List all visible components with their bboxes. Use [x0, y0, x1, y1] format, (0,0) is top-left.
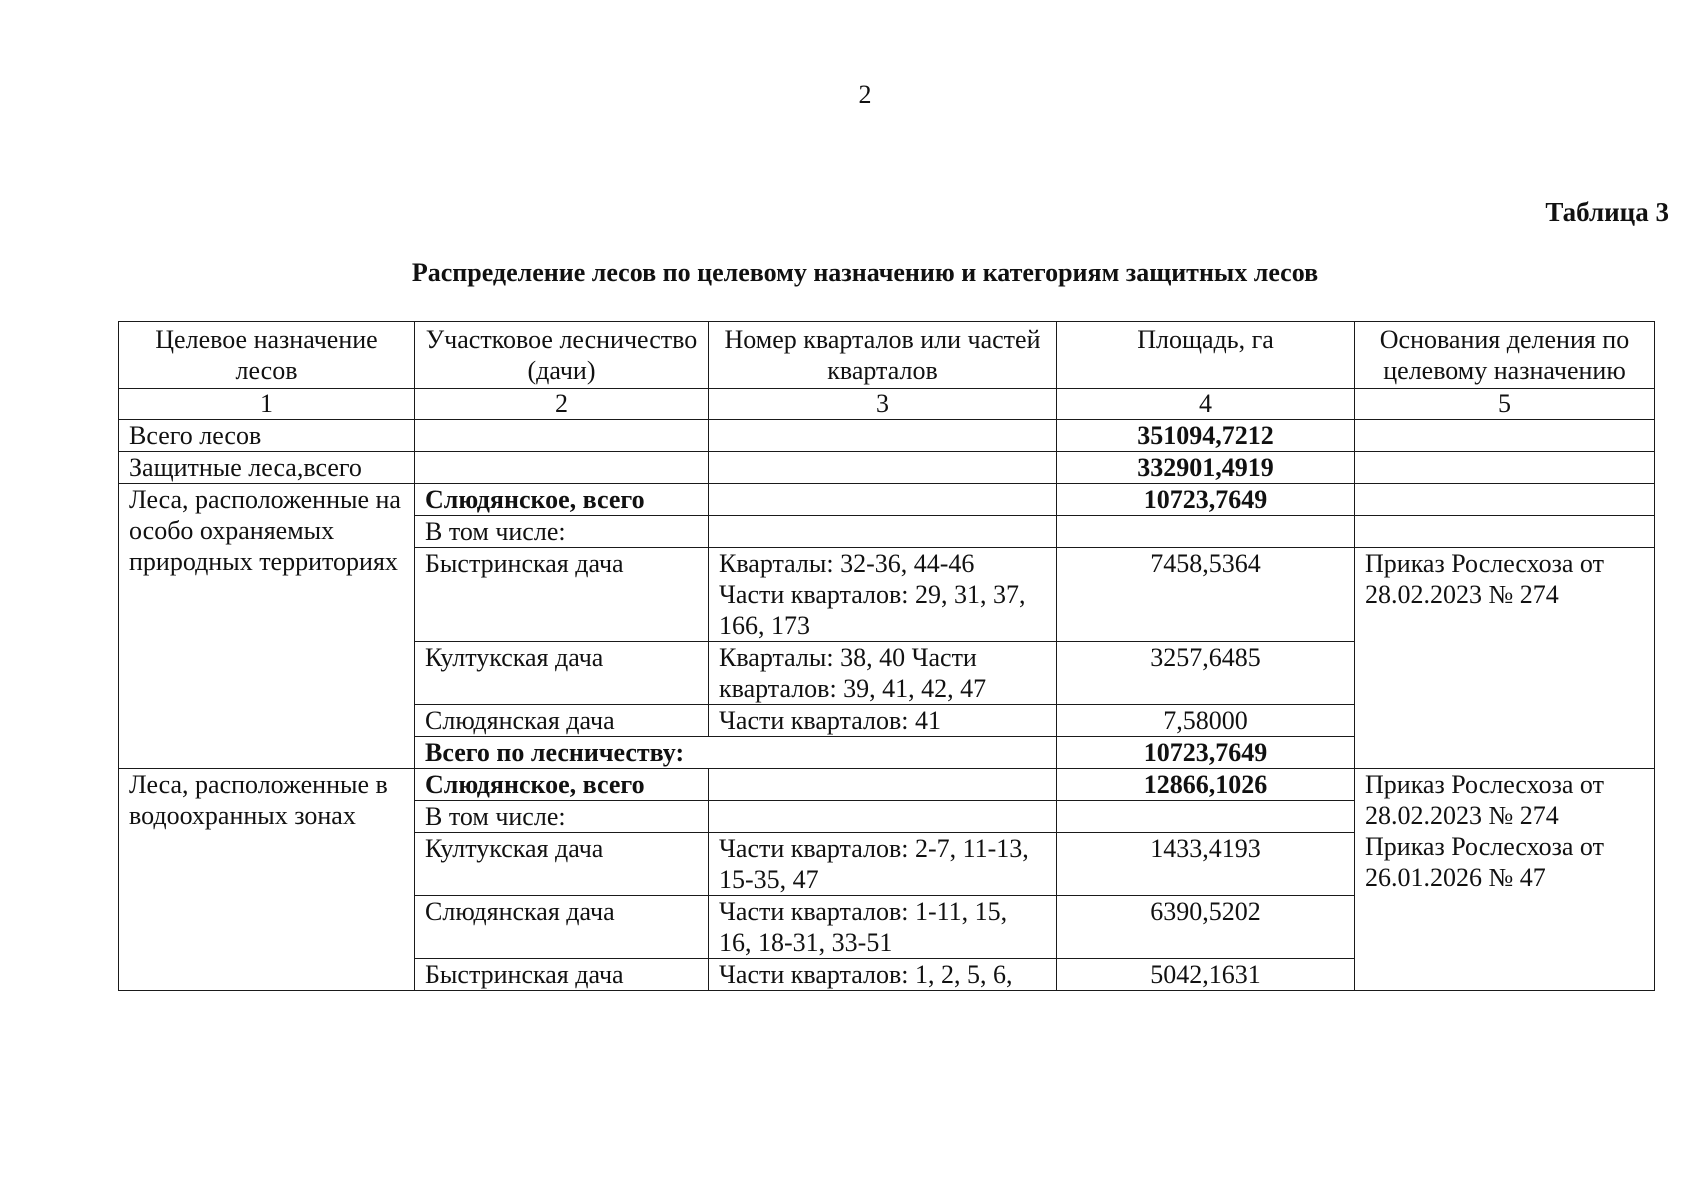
- forestry-name: Быстринская дача: [415, 959, 709, 991]
- header-area: Площадь, га: [1057, 322, 1355, 389]
- forestry-name: Слюдянская дача: [415, 896, 709, 959]
- oopt-including-label: В том числе:: [415, 516, 709, 548]
- page-number: 2: [858, 80, 872, 109]
- forestry-name: Култукская дача: [415, 833, 709, 896]
- column-number: 5: [1355, 389, 1655, 420]
- total-forests-label: Всего лесов: [119, 420, 415, 452]
- water-summary-area: 12866,1026: [1057, 769, 1355, 801]
- water-summary-name: Слюдянское, всего: [415, 769, 709, 801]
- water-basis: [1355, 769, 1655, 991]
- oopt-summary-name: Слюдянское, всего: [415, 484, 709, 516]
- protective-total-row: [119, 452, 1655, 484]
- empty-cell: [709, 452, 1057, 484]
- quarters-list: Части кварталов: 1-11, 15, 16, 18-31, 33-51: [709, 896, 1057, 959]
- empty-cell: [1355, 420, 1655, 452]
- area-value: 3257,6485: [1057, 642, 1355, 705]
- area-value: 6390,5202: [1057, 896, 1355, 959]
- total-forests-area: 351094,7212: [1057, 420, 1355, 452]
- empty-cell: [709, 769, 1057, 801]
- area-value: 1433,4193: [1057, 833, 1355, 896]
- header-basis: Основания деления по целевому назначению: [1355, 322, 1655, 389]
- water-category: Леса, расположенные в водоохранных зонах: [119, 769, 415, 991]
- water-basis-1: Приказ Рослесхоза от 28.02.2023 № 274: [1365, 770, 1604, 830]
- oopt-total-label: Всего по лесничеству:: [415, 737, 1057, 769]
- empty-cell: [1355, 452, 1655, 484]
- column-number: 4: [1057, 389, 1355, 420]
- quarters-list: Кварталы: 38, 40 Части кварталов: 39, 41, 42, 47: [709, 642, 1057, 705]
- column-number: 3: [709, 389, 1057, 420]
- oopt-category: Леса, расположенные на особо охраняемых природных территориях: [119, 484, 415, 769]
- quarters-list: Части кварталов: 41: [709, 705, 1057, 737]
- table-label: Таблица 3: [1545, 197, 1669, 227]
- total-forests-row: [119, 420, 1655, 452]
- header-forestry: Участковое лесничество (дачи): [415, 322, 709, 389]
- empty-cell: [709, 801, 1057, 833]
- quarters-list: Части кварталов: 1, 2, 5, 6,: [709, 959, 1057, 991]
- oopt-total-area: 10723,7649: [1057, 737, 1355, 769]
- column-number: 2: [415, 389, 709, 420]
- water-including-label: В том числе:: [415, 801, 709, 833]
- empty-cell: [709, 484, 1057, 516]
- protective-total-area: 332901,4919: [1057, 452, 1355, 484]
- column-number-row: [119, 389, 1655, 420]
- empty-cell: [709, 516, 1057, 548]
- protective-total-label: Защитные леса,всего: [119, 452, 415, 484]
- header-quarters: Номер кварталов или частей кварталов: [709, 322, 1057, 389]
- empty-cell: [1355, 484, 1655, 516]
- area-value: 7,58000: [1057, 705, 1355, 737]
- header-purpose: Целевое назначение лесов: [119, 322, 415, 389]
- document-title: Распределение лесов по целевому назначению и категориям защитных лесов: [411, 258, 1319, 287]
- forestry-name: Слюдянская дача: [415, 705, 709, 737]
- empty-cell: [709, 420, 1057, 452]
- area-value: 5042,1631: [1057, 959, 1355, 991]
- quarters-list: Части кварталов: 2-7, 11-13, 15-35, 47: [709, 833, 1057, 896]
- column-number: 1: [119, 389, 415, 420]
- water-summary-row: [119, 769, 1655, 801]
- empty-cell: [1057, 801, 1355, 833]
- water-basis-2: Приказ Рослесхоза от 26.01.2026 № 47: [1365, 832, 1604, 892]
- oopt-summary-row: [119, 484, 1655, 516]
- empty-cell: [415, 452, 709, 484]
- oopt-basis: Приказ Рослесхоза от 28.02.2023 № 274: [1355, 548, 1655, 769]
- empty-cell: [1355, 516, 1655, 548]
- empty-cell: [415, 420, 709, 452]
- forestry-name: Быстринская дача: [415, 548, 709, 642]
- forest-distribution-table: [118, 321, 1655, 991]
- header-row: [119, 322, 1655, 389]
- empty-cell: [1057, 516, 1355, 548]
- quarters-list: Кварталы: 32-36, 44-46 Части кварталов: 29, 31, 37, 166, 173: [709, 548, 1057, 642]
- oopt-summary-area: 10723,7649: [1057, 484, 1355, 516]
- area-value: 7458,5364: [1057, 548, 1355, 642]
- forestry-name: Култукская дача: [415, 642, 709, 705]
